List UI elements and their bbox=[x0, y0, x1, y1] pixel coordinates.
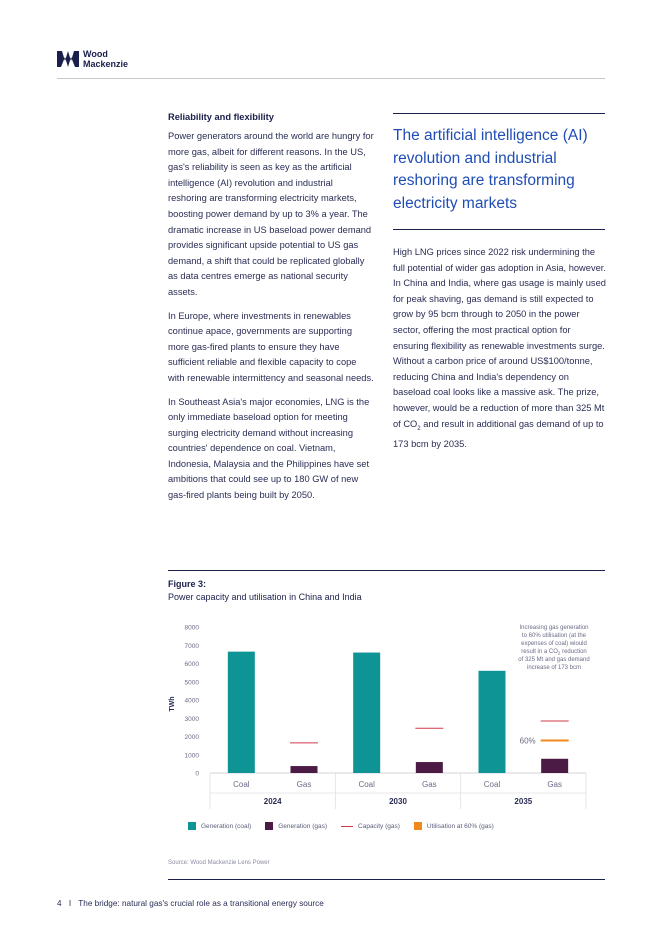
chart-annotation bbox=[518, 625, 589, 671]
y-tick-label-5000: 5000 bbox=[184, 679, 199, 687]
bar-coal-2030 bbox=[353, 653, 380, 773]
figure-label: Figure 3: bbox=[168, 579, 207, 589]
annotation-co2-sub: 2 bbox=[557, 650, 561, 656]
x-tick-label-gas-2024: Gas bbox=[296, 780, 312, 789]
y-tick-label-3000: 3000 bbox=[184, 715, 199, 723]
lng-text-part-1: High LNG prices since 2022 risk undermining the full potential of wider gas adoption in Asia, however. In China and India, where gas usage is mainly used for peak shaving, gas demand is still expected to grow by 95 bcm through to 2050 in the power sector, offering the most practical option for ensuring flexibility as renewable investments surge. Without a carbon price of around US$100/tonne, reducing China and India's dependency on baseload coal looks like a massive ask. The prize, however, would be a reduction of more than 325 Mt of CO bbox=[393, 247, 606, 429]
legend-swatch-utilisation bbox=[414, 822, 422, 830]
y-tick-label-6000: 6000 bbox=[184, 661, 199, 668]
pull-quote-bottom-rule bbox=[393, 229, 605, 230]
bar-coal-2024 bbox=[228, 652, 255, 773]
legend-swatch-gas bbox=[265, 822, 273, 830]
group-label-2035: 2035 bbox=[514, 797, 533, 806]
paragraph-europe: In Europe, where investments in renewables continue apace, governments are supporting more gas-fired plants to ensure they have sufficient reliable and flexible capacity to cope with renewable intermittency and seasonal needs. bbox=[168, 310, 374, 383]
section-heading: Reliability and flexibility bbox=[168, 112, 274, 122]
legend-item-generation-coal bbox=[188, 822, 251, 830]
y-tick-label-1000: 1000 bbox=[184, 752, 199, 760]
x-tick-label-coal-2035: Coal bbox=[483, 780, 501, 789]
wood-mackenzie-logo bbox=[57, 49, 147, 71]
figure-top-rule bbox=[168, 570, 605, 571]
paragraph-us: Power generators around the world are hungry for more gas, albeit for different reasons. In the US, gas's reliability is seen as key as the artificial intelligence (AI) revolution and industrial reshoring are transforming electricity markets, boosting power demand by up to 3% a year. The dramatic increase in US baseload power demand provides significant upside potential to US gas demand, a shift that could be replicated globally as data centres emerge as national security assets. bbox=[168, 131, 374, 297]
co2-subscript: 2 bbox=[417, 425, 421, 432]
annotation-line-4: result in a $CO_2$ reduction bbox=[521, 649, 587, 656]
figure-source: Source: Wood Mackenzie Lens Power bbox=[168, 860, 270, 866]
annotation-line-6: increase of 173 bcm bbox=[526, 665, 582, 671]
bar-gas-2035 bbox=[541, 759, 568, 773]
legend-label-coal: Generation (coal) bbox=[201, 822, 252, 830]
page-footer bbox=[57, 899, 324, 908]
legend-item-capacity-gas bbox=[341, 823, 400, 830]
legend-label-utilisation: Utilisation at 60% (gas) bbox=[426, 822, 494, 830]
legend-line-capacity bbox=[341, 826, 353, 827]
bar-coal-2035 bbox=[479, 671, 506, 773]
y-tick-label-0: 0 bbox=[195, 770, 199, 778]
chart-legend bbox=[188, 822, 494, 830]
power-capacity-chart bbox=[164, 616, 594, 816]
wood-mackenzie-logo-icon bbox=[57, 49, 79, 69]
logo-line-2: Mackenzie bbox=[83, 59, 129, 69]
group-label-2024: 2024 bbox=[263, 797, 282, 806]
footer-separator: I bbox=[68, 899, 72, 908]
y-tick-label-2000: 2000 bbox=[184, 734, 199, 741]
lng-text-part-2: and result in additional gas demand of up to 173 bcm by 2035. bbox=[393, 418, 604, 449]
y-axis-label: TWh bbox=[169, 696, 176, 712]
left-column bbox=[168, 110, 374, 512]
legend-label-gas: Generation (gas) bbox=[278, 822, 328, 830]
y-tick-label-8000: 8000 bbox=[184, 624, 199, 632]
logo-wordmark bbox=[83, 49, 128, 69]
paragraph-lng-prices bbox=[393, 245, 607, 453]
header-divider bbox=[57, 78, 605, 79]
page-number: 4 bbox=[57, 899, 62, 908]
bar-gas-2030 bbox=[416, 762, 443, 773]
utilisation-label-2035: 60% bbox=[519, 736, 536, 746]
x-tick-label-gas-2035: Gas bbox=[547, 780, 563, 789]
footer-title: The bridge: natural gas's crucial role as a transitional energy source bbox=[78, 899, 324, 908]
figure-title: Power capacity and utilisation in China and India bbox=[168, 592, 362, 602]
legend-swatch-coal bbox=[188, 822, 196, 830]
legend-item-generation-gas bbox=[265, 822, 327, 830]
pull-quote-top-rule bbox=[393, 113, 605, 114]
legend-item-utilisation bbox=[414, 822, 494, 830]
logo-line-1: Wood bbox=[83, 49, 108, 59]
x-tick-label-coal-2024: Coal bbox=[233, 780, 250, 789]
bar-gas-2024 bbox=[291, 766, 318, 773]
y-tick-label-4000: 4000 bbox=[184, 697, 199, 705]
annotation-line-5: of 325 Mt and gas demand bbox=[518, 657, 590, 663]
legend-label-capacity: Capacity (gas) bbox=[358, 822, 400, 830]
annotation-line-3: expenses of coal) wiould bbox=[521, 641, 587, 647]
paragraph-southeast-asia: In Southeast Asia's major economies, LNG is the only immediate baseload option for meeting surging electricity demand without increasing countries' dependence on coal. Vietnam, Indonesia, Malaysia and the Philippines have set ambitions that could see up to 180 GW of new gas-fired plants being built by 2050. bbox=[168, 396, 370, 501]
figure-bottom-rule bbox=[168, 879, 605, 880]
pull-quote: The artificial intelligence (AI) revolution and industrial reshoring are transforming electricity markets bbox=[393, 127, 588, 212]
annotation-line-1: Increasing gas generation bbox=[519, 625, 589, 631]
x-tick-label-gas-2030: Gas bbox=[421, 780, 437, 789]
x-tick-label-coal-2030: Coal bbox=[358, 780, 375, 789]
annotation-line-2: to 60% utilisation (at the bbox=[521, 633, 587, 639]
y-tick-label-7000: 7000 bbox=[184, 642, 199, 650]
group-label-2030: 2030 bbox=[389, 797, 407, 806]
